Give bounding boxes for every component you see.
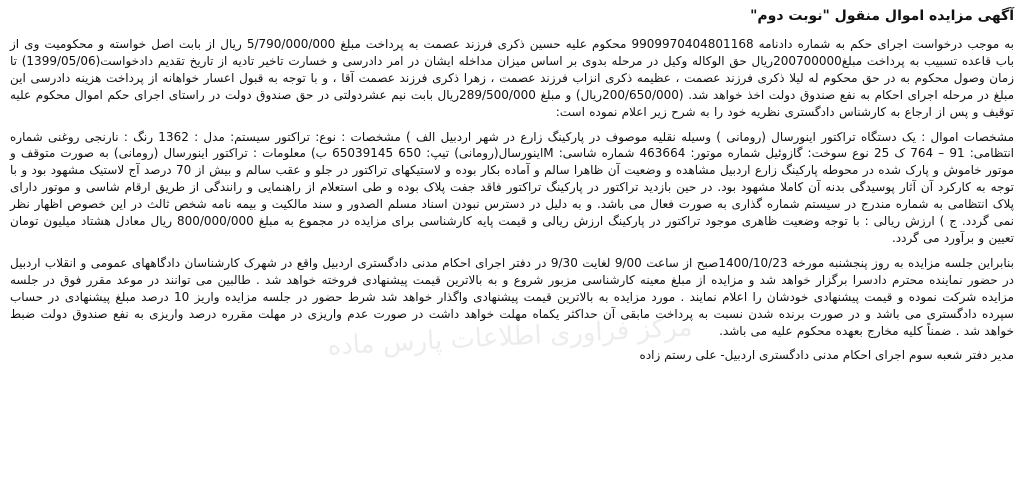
notice-paragraph-3: بنابراین جلسه مزایده به روز پنجشنبه مورخه 1400/10/23صبح از ساعت 9/00 لغایت 9/30 در دفتر اجرای احکام مدنی دادگستری اردبیل واقع در شهرک کارشناسان دادگاههای عمومی و انقلاب اردبیل در حضور نماینده محترم دادسرا برگزار خواهد شد و مزایده از مبلغ معینه کارشناسی مزبور شروع و به بالاترین قیمت پیشنهادی فروخته خواهد شد . طالبین می توانند در موعد مقرر فوق در جلسه مزایده شرکت نموده و قیمت پیشنهادی خودشان را اعلام نمایند . مورد مزایده به بالاترین قیمت پیشنهادی واگذار خواهد شد شرط حضور در جلسه مزایده واریز 10 درصد مبلغ پیشنهادی در حساب سپرده دادگستری می باشد و در صورت برنده شدن نسبت به پرداخت مابقی آن حداکثر یکماه مهلت خواهد داشت در صورت عدم واریزی در مهلت مقرره درصد واریزی به نفع صندوق دولت ضبط خواهد شد . ضمناً کلیه مخارج بعهده محکوم علیه می باشد. [10,255,1014,338]
notice-title: آگهی مزایده اموال منقول "نوبت دوم" [750,8,1014,24]
notice-paragraph-1: به موجب درخواست اجرای حکم به شماره دادنامه 9909970404801168 محکوم علیه حسین ذکری فرزند عصمت به پرداخت مبلغ 5/790/000/000 ریال از بابت اصل خواسته و محکومیت وی از باب قاعده تسبیب به پرداخت مبلغ200700000ریال حق الوکاله وکیل در مرحله بدوی بر اساس میزان مداخله ایشان در امر دادرسی و خسارت تاخیر تادیه از تاریخ تقدیم دادخواست(1399/05/06) تا زمان وصول محکوم به در حق محکوم له لیلا ذکری فرزند عصمت ، عظیمه ذکری انزاب فرزند عصمت ، زهرا ذکری فرزند عصمت آقا ، و با توجه به قبول اعسار خواهانه از پرداخت هزینه دادرسی این مبلغ در مرحله اجرای احکام به نفع صندوق دولت اخذ خواهد شد. (200/650/000ریال) و مبلغ 289/500/000ریال بابت نیم عشردولتی در حق صندوق دولت در راستای اجرای حکم اموال محکوم علیه توقیف و پس از ارجاع به کارشناس دادگستری نظریه خود را به شرح زیر اعلام نموده است: [10,37,1015,119]
watermark-text: مرکز فراوری اطلاعات پارس ماده [326,312,694,362]
notice-signature: مدیر دفتر شعبه سوم اجرای احکام مدنی دادگستری اردبیل- علی رستم زاده [639,348,1014,363]
notice-paragraph-2: مشخصات اموال : یک دستگاه تراکتور اینورسال (رومانی ) وسیله نقلیه موصوف در پارکینگ زارع در شهر اردبیل الف ) مشخصات : نوع: تراکتور سیستم: مدل : 1362 رنگ : نارنجی روغنی شماره انتظامی: 91 – 764 ک 25 نوع سوخت: گازوئیل شماره موتور: 463664 شماره شاسی: Mاینورسال(رومانی) تیپ: 650 65039145 ب) معلومات : تراکتور اینورسال (رومانی) به صورت متوقف و موتور خاموش و پارک شده در محوطه پارکینگ زارع اردبیل مشاهده و وضعیت آن ظاهرا سالم و آماده بکار بوده و لاستیکهای تراکتور در جلو و عقب سالم و بیش از 70 درصد آج لاستیک مشهود بود و با توجه به کارکرد آن آثار پوسیدگی بدنه آن کاملا مشهود بود. در حین بازدید تراکتور در پارکینگ تراکتور فاقد جفت پلاک بوده و طی استعلام از راهنمایی و رانندگی از طریق ارقام شاسی و موتور دارای پلاک انتظامی به شماره مندرج در سیستم شماره گذاری به صورت فعال می باشد. و به دلیل در دسترس نبودن اسناد مسلم الصدور و سند مالکیت و بیمه نامه شخص ثالث در این خصوص اظهار نظر نمی گردد. ج ) ارزش ریالی : با توجه وضعیت ظاهری موجود تراکتور در پارکینگ ارزش ریالی و قیمت پایه کارشناسی برای مزایده در مجموع به مبلغ 800/000/000 ریال معادل هشتاد میلیون تومان تعیین و برآورد می گردد. [10,129,1015,245]
